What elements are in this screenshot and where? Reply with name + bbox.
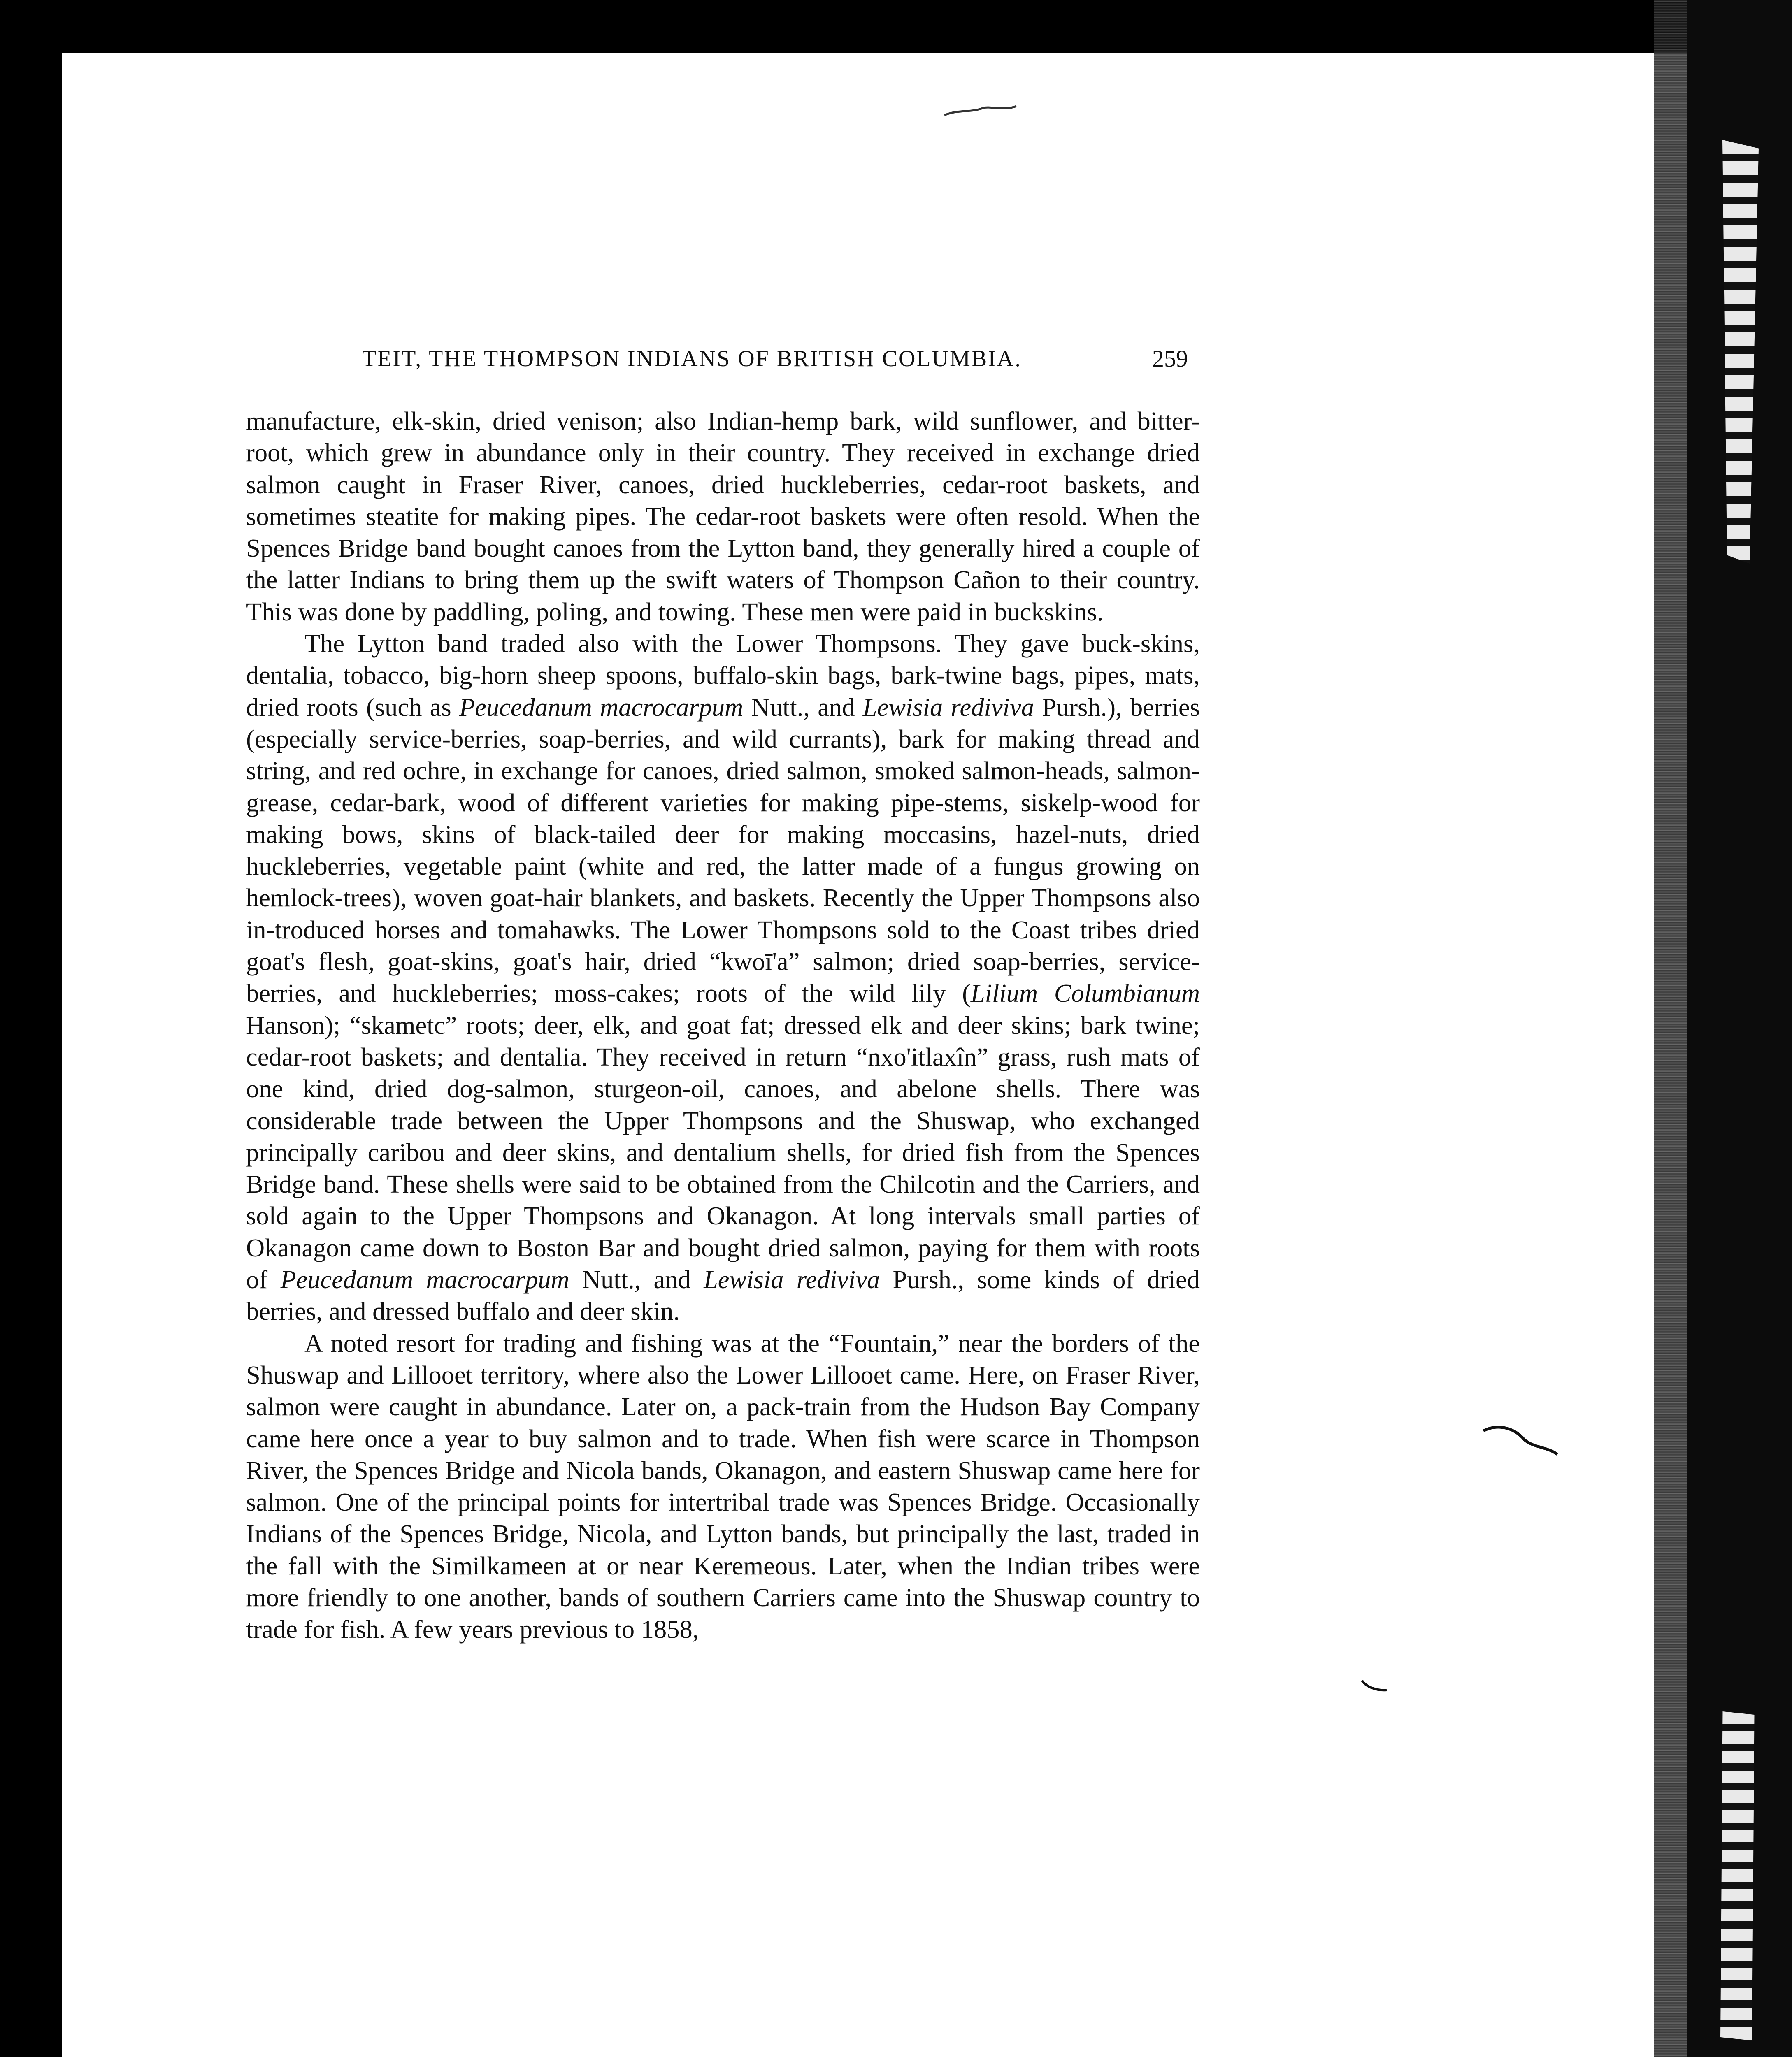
paragraph <box>246 1328 1200 1646</box>
italic-term: Lilium Columbianum <box>970 979 1200 1008</box>
text-run: manufacture, elk-skin, dried venison; also Indian-hemp bark, wild sunflower, and bitter-root, which grew in abundance only in their country. They received in exchange dried salmon caught in Fraser River, canoes, dried huckleberries, cedar-root baskets, and sometimes steatite for making pipes. The cedar-root baskets were often resold. When the Spences Bridge band bought canoes from the Lytton band, they generally hired a couple of the latter Indians to bring them up the swift waters of Thompson Cañon to their country. This was done by paddling, poling, and towing. These men were paid in buckskins. <box>246 406 1200 626</box>
body-text <box>246 405 1200 1646</box>
paragraph <box>246 405 1200 628</box>
italic-term: Peucedanum macrocarpum <box>280 1265 569 1294</box>
text-run: Nutt., and <box>569 1265 704 1294</box>
page-number: 259 <box>1152 345 1188 372</box>
text-run: Pursh.), berries (especially service-berries, soap-berries, and wild currants), bark for making thread and string, and red ochre, in exchange for canoes, dried salmon, smoked salmon-heads, salmon-grease, cedar-bark, wood of different varieties for making pipe-stems, siskelp-wood for making bows, skins of black-tailed deer for making moccasins, hazel-nuts, dried huckleberries, vegetable paint (white and red, the latter made of a fungus growing on hemlock-trees), woven goat-hair blankets, and baskets. Recently the Upper Thompsons also in-troduced horses and tomahawks. The Lower Thompsons sold to the Coast tribes dried goat's flesh, goat-skins, goat's hair, dried “kwoī'a” salmon; dried soap-berries, service-berries, and huckleberries; moss-cakes; roots of the wild lily ( <box>246 692 1200 1008</box>
italic-term: Peucedanum macrocarpum <box>459 692 744 722</box>
text-run: Hanson); “skametc” roots; deer, elk, and goat fat; dressed elk and deer skins; bark twine; cedar-root baskets; and dentalia. They received in return “nxo'itlaxîn” grass, rush mats of one kind, dried dog-salmon, sturgeon-oil, canoes, and abelone shells. There was considerable trade between the Upper Thompsons and the Shuswap, who exchanged principally caribou and deer skins, and dentalium shells, for dried fish from the Spences Bridge band. These shells were said to be obtained from the Chilcotin and the Carriers, and sold again to the Upper Thompsons and Okanagon. At long intervals small parties of Okanagon came down to Boston Bar and bought dried salmon, paying for them with roots of <box>246 1010 1200 1294</box>
text-run: The Lytton band traded also with the Lower Thompsons. They gave buck-skins, dentalia, tobacco, big-horn sheep spoons, buffalo-skin bags, bark-twine bags, pipes, mats, dried roots (such as <box>246 629 1200 722</box>
italic-term: Lewisia rediviva <box>862 692 1034 722</box>
paragraph <box>246 628 1200 1328</box>
running-head: TEIT, THE THOMPSON INDIANS OF BRITISH COLUMBIA. <box>362 346 1022 371</box>
text-run: Pursh., some kinds of dried berries, and dressed buffalo and deer skin. <box>246 1265 1200 1326</box>
text-run: Nutt., and <box>743 692 863 722</box>
text-run: A noted resort for trading and fishing was at the “Fountain,” near the borders of the Shuswap and Lillooet territory, where also the Lower Lillooet came. Here, on Fraser River, salmon were caught in abundance. Later on, a pack-train from the Hudson Bay Company came here once a year to buy salmon and to trade. When fish were scarce in Thompson River, the Spences Bridge and Nicola bands, Okanagon, and eastern Shuswap came here for salmon. One of the principal points for intertribal trade was Spences Bridge. Occasionally Indians of the Spences Bridge, Nicola, and Lytton bands, but principally the last, traded in the fall with the Similkameen at or near Keremeous. Later, when the Indian tribes were more friendly to one another, bands of southern Carriers came into the Shuswap country to trade for fish. A few years previous to 1858, <box>246 1328 1200 1644</box>
italic-term: Lewisia rediviva <box>704 1265 880 1294</box>
